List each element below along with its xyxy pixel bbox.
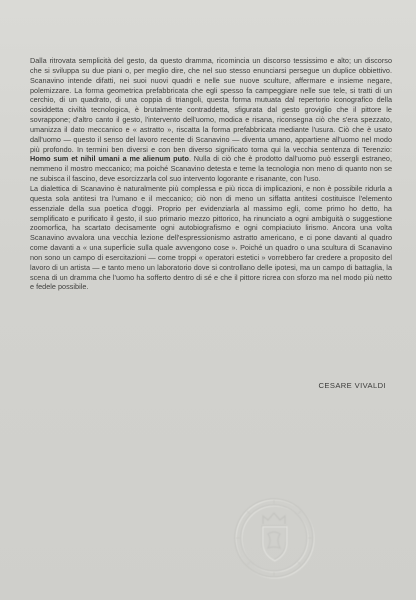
article-body [30, 56, 392, 292]
paragraph-1-continuation: . Nulla di ciò che è prodotto dall'uomo può essergli estraneo, nemmeno il mostro meccanico; ma poiché Scanavino detesta e teme la tecnologia non meno di quanto non se ne subisca il fascino, deve esorcizzarla col suo intervento logorante e risanante, con l'uso. [30, 154, 393, 184]
paragraph-2: La dialettica di Scanavino è naturalmente più complessa e più ricca di implicazioni, e non è possibile ridurla a questa sola antitesi tra l'umano e il meccanico; ciò non di meno un siffatta antitesi costituisce l'elemento essenziale della sua poetica d'oggi. Proprio per evidenziarla al massimo egli, come primo ho detto, ha semplificato e purificato il gesto, il suo primario mezzo pittorico, ha rinunciato a ogni ambiguità o suggestione zoomorfica, ha scartato decisamente ogni autobiografismo e ogni compiaciuto lirismo. Ancora una volta Scanavino avvalora una vecchia lezione dell'espressionismo astratto americano, e ci pone davanti al quadro come davanti a « una superficie sulla quale avvengono cose ». Poiché un quadro o una scultura di Scanavino non sono un campo di esercitazioni — come troppi « operatori estetici » vorrebbero far credere a proposito del lavoro di un artista — e tanto meno un laboratorio dove si controllano delle ipotesi, ma un campo di battaglia, la scena di un dramma che l'uomo ha sofferto dentro di sé e che il pittore ricrea con sforzo ma nel modo più netto e fedele possibile. [30, 183, 392, 292]
paragraph-1-text: Dalla ritrovata semplicità del gesto, da questo dramma, ricomincia un discorso tessissimo e alto; un discorso che si sviluppa su due piani o, per meglio dire, che nel suo stesso enunciarsi persegue un duplice obbiettivo. Scanavino intende difatti, nei suoi nuovi quadri e nelle sue nuove sculture, affermare e insieme negare, polemizzare. La forma geometrica prefabbricata che egli spesso fa campeggiare nelle sue tele, si tratti di un cerchio, di un quadrato, di una coppia di triangoli, questa forma mutuata dal repertorio iconografico della cosiddetta civiltà tecnologica, è brutalmente contraddetta, sfigurata dal gesto groviglio che il pittore le sovrappone; d'altro canto il gesto, l'intervento dell'uomo, modica e risana, riconsegna ciò che s'era spezzato, umanizza il dato meccanico e « astratto », riscatta la forma prefabbricata mediante l'usura. Ciò che è usato dall'uomo — questo il senso del lavoro recente di Scanavino — diventa umano, appartiene all'uomo nel modo più profondo. In termini ben diversi e con ben diverso significato torna qui la vecchia sentenza di Terenzio: [30, 56, 392, 154]
author-signature: CESARE VIVALDI [318, 381, 386, 390]
paragraph-1 [30, 56, 392, 184]
embossed-seal-icon [232, 496, 316, 580]
latin-quote: Homo sum et nihil umani a me alienum puto [30, 154, 189, 164]
